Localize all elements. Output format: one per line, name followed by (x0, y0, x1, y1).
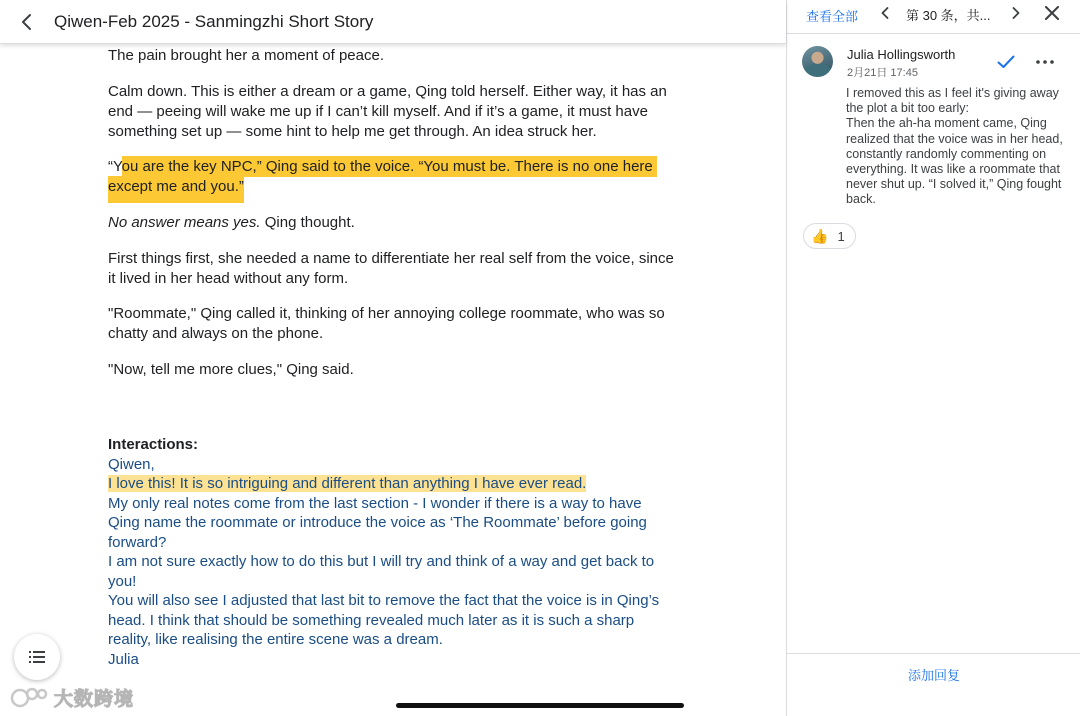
watermark-text: 大数跨境 (54, 689, 135, 710)
close-icon (1045, 6, 1059, 20)
paragraph-text: Qing thought. (260, 214, 355, 231)
comments-panel-header (787, 0, 1080, 34)
paragraph (108, 213, 688, 233)
highlighted-paragraph[interactable] (108, 157, 688, 197)
previous-comment-button[interactable] (875, 3, 895, 23)
comment-highlight[interactable]: I love this! It is so intriguing and different than anything I have ever read. (108, 475, 587, 492)
paragraph (108, 249, 688, 289)
resolve-button[interactable] (995, 52, 1017, 72)
add-reply-button[interactable]: 添加回复 (907, 668, 960, 683)
outline-list-icon (29, 651, 45, 663)
comment-counter: 第 30 条，共... (906, 8, 991, 23)
paragraph-line (108, 177, 688, 197)
paragraph-line (108, 157, 688, 177)
more-vert-icon (1036, 60, 1054, 64)
reaction-chip[interactable] (803, 223, 856, 249)
comment-author: Julia Hollingsworth (847, 47, 956, 62)
interaction-line (108, 474, 688, 494)
interactions-heading: Interactions: (108, 436, 199, 453)
paragraph-line: Calm down. This is either a dream or a game, Qing told herself. Either way, it has an (108, 83, 667, 100)
interaction-line: forward? (108, 533, 167, 551)
comment-highlight[interactable]: ou are the key NPC,” Qing said to the voice. “You must be. There is no one here (122, 156, 657, 177)
comment-timestamp: 2月21日 17:45 (847, 67, 918, 79)
paragraph-text: “Y (108, 158, 122, 175)
paragraph: The pain brought her a moment of peace. (108, 47, 385, 64)
paragraph (108, 82, 688, 142)
comment-body: I removed this as I feel it's giving away the plot a bit too early: Then the ah-ha moment came, Qing realized that the voice was in her head, constantly randomly commenting on everything. It was like a roommate that never shut up. “I solved it,” Qing fought back. (846, 86, 1063, 207)
paragraph-line: it lived in her head without any form. (108, 270, 349, 287)
chevron-right-icon (1012, 7, 1020, 19)
interaction-line: Julia (108, 650, 139, 668)
doc-title: Qiwen-Feb 2025 - Sanmingzhi Short Story (54, 11, 374, 31)
comments-panel (786, 0, 1080, 716)
comment-highlight[interactable]: except me and you.” (108, 176, 244, 203)
more-options-button[interactable] (1034, 52, 1056, 72)
view-all-button[interactable]: 查看全部 (806, 9, 859, 24)
paragraph (108, 304, 688, 344)
close-panel-button[interactable] (1041, 2, 1063, 24)
paragraph-line: First things first, she needed a name to differentiate her real self from the voice, since (108, 250, 674, 267)
document-area[interactable] (0, 44, 786, 716)
avatar[interactable] (802, 46, 833, 77)
interaction-line: My only real notes come from the last section - I wonder if there is a way to have (108, 494, 642, 512)
interaction-line: You will also see I adjusted that last bit to remove the fact that the voice is in Qing’s (108, 592, 660, 609)
paragraph-line: chatty and always on the phone. (108, 325, 324, 342)
interaction-line: reality, like realising the entire scene was a dream. (108, 631, 443, 648)
checkmark-icon (997, 55, 1015, 69)
next-comment-button[interactable] (1006, 3, 1026, 23)
watermark-logo-icon (10, 686, 48, 710)
outline-button[interactable] (14, 634, 60, 680)
back-arrow-icon (20, 13, 32, 31)
home-indicator[interactable] (396, 703, 684, 708)
italic-text: No answer means yes. (108, 214, 261, 231)
interaction-line: head. I think that should be something revealed much later as it is such a sharp (108, 611, 635, 629)
interaction-line: you! (108, 572, 137, 590)
paragraph-line: "Roommate," Qing called it, thinking of her annoying college roommate, who was so (108, 305, 665, 322)
doc-header (0, 0, 786, 44)
interaction-line: Qing name the roommate or introduce the voice as ‘The Roommate’ before going (108, 514, 647, 531)
paragraph: "Now, tell me more clues," Qing said. (108, 361, 354, 378)
paragraph-line: end — peeing will wake me up if I can’t kill myself. And if it’s a game, it must have (108, 103, 648, 120)
chevron-left-icon (881, 7, 889, 19)
thumbs-up-icon: 👍 (811, 227, 829, 244)
interactions-section (108, 435, 688, 669)
watermark (10, 684, 134, 711)
back-button[interactable] (4, 0, 48, 44)
reaction-count: 1 (837, 228, 845, 244)
paragraph-line: something set up — some hint to help me get through. An idea struck her. (108, 123, 597, 140)
interaction-line: Qiwen, (108, 455, 155, 473)
interaction-line: I am not sure exactly how to do this but I will try and think of a way and get back to (108, 553, 655, 570)
reply-bar (787, 653, 1080, 716)
